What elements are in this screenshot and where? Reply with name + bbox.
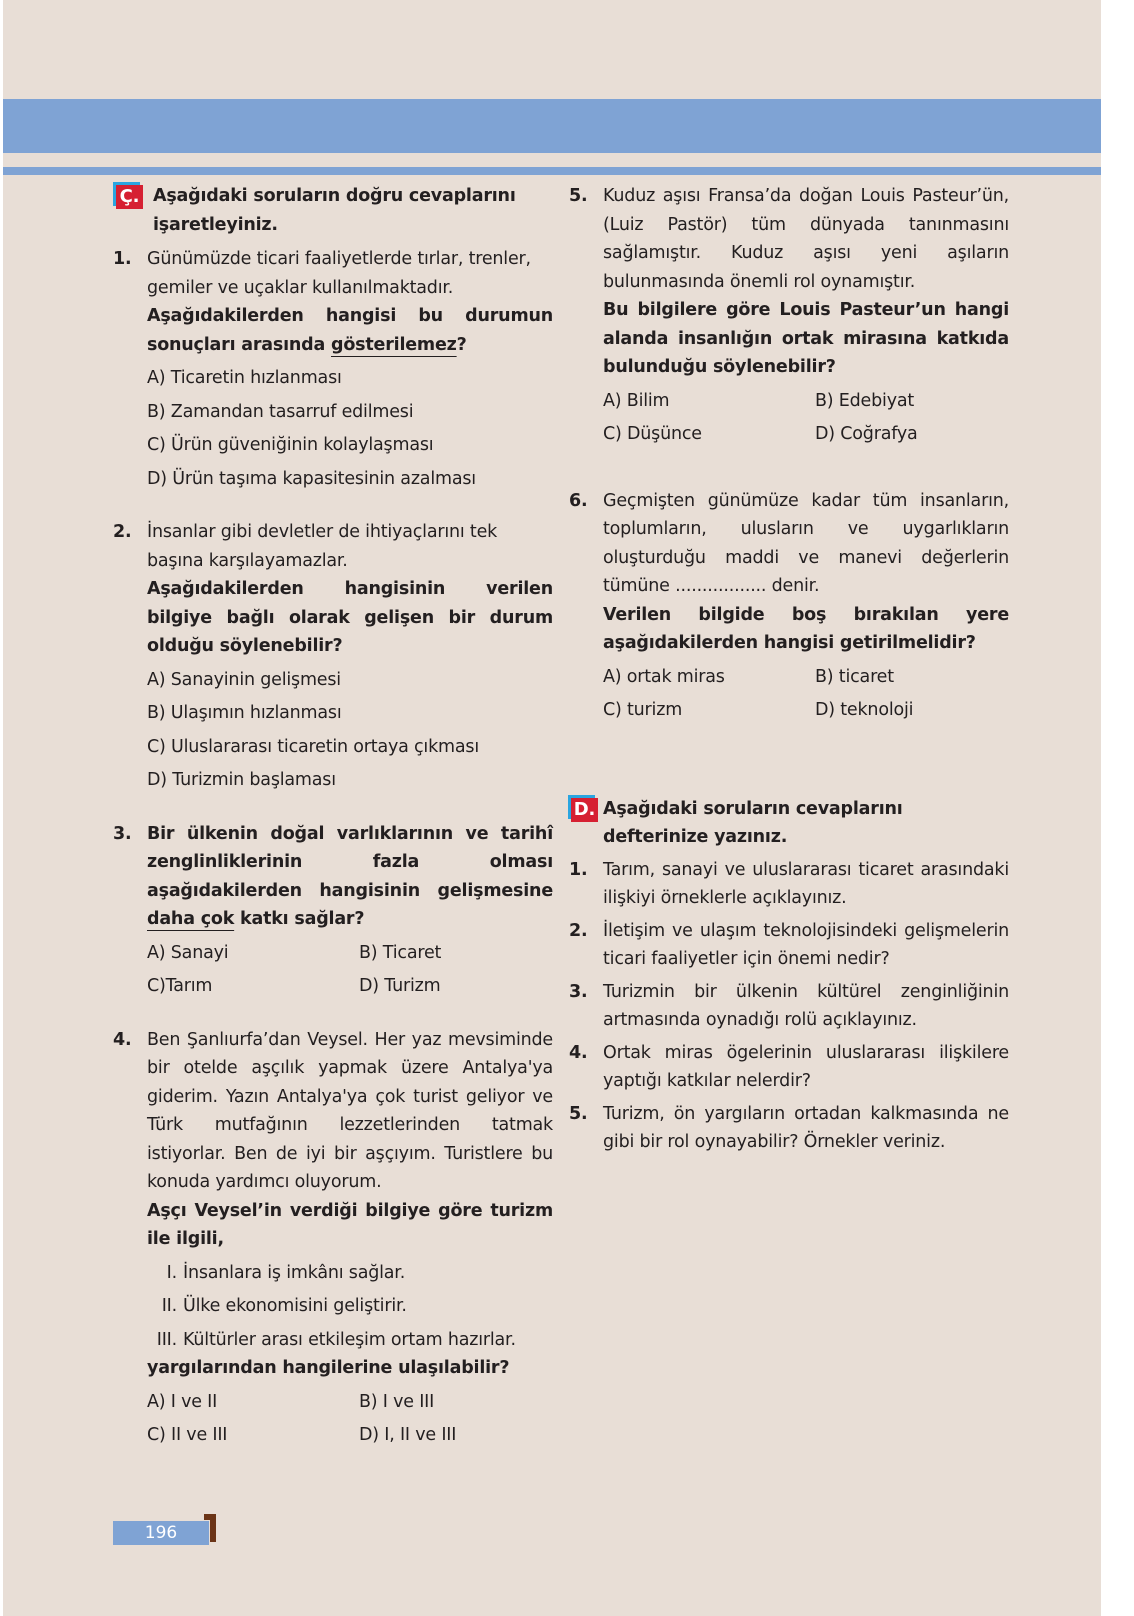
question-number: 1. xyxy=(113,249,132,269)
question-6 xyxy=(569,487,1009,725)
section-d-badge: D. xyxy=(571,798,598,822)
question-2 xyxy=(113,518,553,795)
open-question-3 xyxy=(569,978,1009,1035)
question-number: 6. xyxy=(569,490,588,511)
option-b[interactable]: B) Edebiyat xyxy=(815,390,915,411)
roman-numeral: I. xyxy=(166,1262,177,1283)
question-number: 5. xyxy=(569,1103,588,1124)
option-d[interactable]: D) Ürün taşıma kapasitesinin azalması xyxy=(147,468,476,489)
option-b[interactable]: B) Ulaşımın hızlanması xyxy=(147,703,342,723)
question-number: 2. xyxy=(113,522,132,542)
option-b[interactable]: B) Zamandan tasarruf edilmesi xyxy=(147,401,414,422)
question-prompt: Aşağıdakilerden hangisinin verilen bilgiye bağlı olarak gelişen bir durum olduğu söylenebilir? xyxy=(147,579,553,656)
prompt-text: Bir ülkenin doğal varlıklarının ve tarihî zenglinliklerinin fazla olması aşağıdakilerden hangisinin gelişmesine xyxy=(147,823,553,901)
option-b[interactable]: B) Ticaret xyxy=(359,942,442,963)
open-question-2 xyxy=(569,917,1009,974)
question-4 xyxy=(113,1026,553,1450)
options-grid xyxy=(147,1388,553,1450)
option-c[interactable]: C) Ürün güveniğinin kolaylaşması xyxy=(147,435,434,455)
options-grid xyxy=(603,663,1009,725)
question-prompt-2: yargılarından hangilerine ulaşılabilir? xyxy=(147,1358,510,1378)
option-a[interactable]: A) Sanayinin gelişmesi xyxy=(147,669,341,690)
question-stem: Geçmişten günümüze kadar tüm insanların, toplumların, ulusların ve uygarlıkların oluşturduğu maddi ve manevi değerlerin tümüne ................. denir. xyxy=(603,490,1009,596)
option-a[interactable]: A) Bilim xyxy=(603,390,670,411)
question-text: Ortak miras ögelerinin uluslararası ilişkilere yaptığı katkılar nelerdir? xyxy=(603,1042,1009,1091)
open-question-1 xyxy=(569,856,1009,913)
options-grid xyxy=(603,387,1009,449)
question-5 xyxy=(569,182,1009,449)
option-b[interactable]: B) I ve III xyxy=(359,1391,435,1412)
option-a[interactable]: A) ortak miras xyxy=(603,666,725,687)
page-number: 196 xyxy=(113,1521,209,1545)
question-stem: Ben Şanlıurfa’dan Veysel. Her yaz mevsiminde bir otelde aşçılık yapmak üzere Antalya'ya giderim. Yazın Antalya'ya çok turist geliyor ve Türk mutfağının lezzetlerinden tatmak istiyorlar. Ben de iyi bir aşçıyım. Turistlere bu konuda yardımcı oluyorum. xyxy=(147,1029,553,1192)
open-question-5 xyxy=(569,1100,1009,1157)
question-prompt: Aşçı Veysel’in verdiği bilgiye göre turizm ile ilgili, xyxy=(147,1200,553,1249)
option-c[interactable]: C) Düşünce xyxy=(603,424,702,444)
option-b[interactable]: B) ticaret xyxy=(815,666,894,687)
prompt-text-end: katkı sağlar? xyxy=(234,909,365,929)
option-d[interactable]: D) Turizmin başlaması xyxy=(147,770,336,790)
question-number: 3. xyxy=(569,981,588,1002)
question-3 xyxy=(113,820,553,1001)
left-column xyxy=(113,182,553,1450)
statement-text: Kültürler arası etkileşim ortam hazırlar. xyxy=(183,1329,516,1350)
right-column xyxy=(569,182,1009,1157)
question-number: 3. xyxy=(113,823,132,844)
header-rule xyxy=(3,167,1101,175)
section-d-instruction: Aşağıdaki soruların cevaplarını defterinize yazınız. xyxy=(603,798,903,847)
roman-numeral: II. xyxy=(161,1296,177,1316)
option-a[interactable]: A) Sanayi xyxy=(147,942,229,963)
question-stem: Kuduz aşısı Fransa’da doğan Louis Pasteur’ün, (Luiz Pastör) tüm dünyada tanınmasını sağlamıştır. Kuduz aşısı yeni aşıların bulunmasında önemli rol oynamıştır. xyxy=(603,186,1009,292)
prompt-text: Aşağıdakilerden hangisi bu durumun sonuçları arasında xyxy=(147,306,553,355)
open-question-4 xyxy=(569,1039,1009,1096)
option-d[interactable]: D) teknoloji xyxy=(815,700,914,720)
statement-text: İnsanlara iş imkânı sağlar. xyxy=(183,1262,406,1283)
statement-text: Ülke ekonomisini geliştirir. xyxy=(183,1296,407,1316)
question-text: Tarım, sanayi ve uluslararası ticaret arasındaki ilişkiyi örneklerle açıklayınız. xyxy=(603,859,1009,908)
question-number: 2. xyxy=(569,920,588,941)
question-prompt xyxy=(147,820,553,934)
question-number: 5. xyxy=(569,186,588,206)
roman-numeral: III. xyxy=(156,1329,177,1350)
underlined-keyword: daha çok xyxy=(147,909,235,929)
option-d[interactable]: D) Turizm xyxy=(359,976,441,996)
prompt-text-end: ? xyxy=(456,334,467,355)
question-text: Turizm, ön yargıların ortadan kalkmasında ne gibi bir rol oynayabilir? Örnekler veriniz. xyxy=(603,1103,1009,1152)
option-a[interactable]: A) Ticaretin hızlanması xyxy=(147,368,342,388)
question-text: İletişim ve ulaşım teknolojisindeki gelişmelerin ticari faaliyetler için önemi nedir? xyxy=(603,920,1009,969)
question-prompt: Verilen bilgide boş bırakılan yere aşağıdakilerden hangisi getirilmelidir? xyxy=(603,604,1009,653)
question-1 xyxy=(113,245,553,493)
statement-3 xyxy=(147,1326,553,1355)
section-c-badge: Ç. xyxy=(116,185,143,209)
options-grid xyxy=(147,939,553,1001)
question-prompt: Bu bilgilere göre Louis Pasteur’un hangi alanda insanlığın ortak mirasına katkıda bulunduğu söylenebilir? xyxy=(603,300,1009,377)
question-prompt xyxy=(147,302,553,359)
textbook-page xyxy=(3,0,1101,1616)
section-c-instruction: Aşağıdaki soruların doğru cevaplarını işaretleyiniz. xyxy=(153,186,516,235)
underlined-keyword: gösterilemez xyxy=(331,334,457,355)
section-c-heading xyxy=(113,182,553,239)
header-band xyxy=(3,99,1101,153)
section-d-heading xyxy=(569,795,1009,852)
option-c[interactable]: C) Uluslararası ticaretin ortaya çıkması xyxy=(147,736,479,757)
option-a[interactable]: A) I ve II xyxy=(147,1391,218,1412)
question-number: 1. xyxy=(569,859,588,880)
option-c[interactable]: C)Tarım xyxy=(147,976,213,996)
option-d[interactable]: D) I, II ve III xyxy=(359,1425,457,1445)
question-stem: İnsanlar gibi devletler de ihtiyaçlarını tek başına karşılayamazlar. xyxy=(147,522,498,571)
option-c[interactable]: C) II ve III xyxy=(147,1425,228,1445)
question-number: 4. xyxy=(113,1029,132,1050)
statement-1 xyxy=(147,1259,553,1288)
question-number: 4. xyxy=(569,1042,588,1063)
statement-2 xyxy=(147,1292,553,1321)
question-stem: Günümüzde ticari faaliyetlerde tırlar, trenler, gemiler ve uçaklar kullanılmaktadır. xyxy=(147,249,531,298)
option-d[interactable]: D) Coğrafya xyxy=(815,424,918,444)
question-text: Turizmin bir ülkenin kültürel zenginliğinin artmasında oynadığı rolü açıklayınız. xyxy=(603,981,1009,1030)
option-c[interactable]: C) turizm xyxy=(603,700,683,720)
